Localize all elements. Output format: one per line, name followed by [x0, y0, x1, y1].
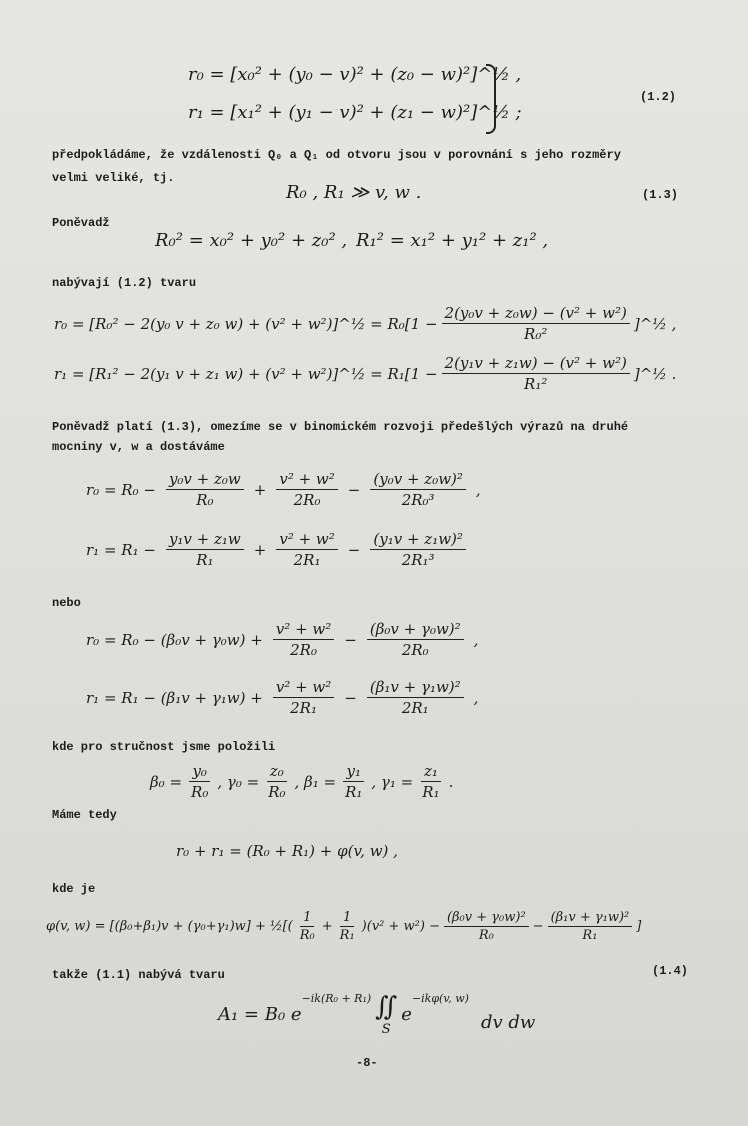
fraction-numerator: 1 [300, 910, 314, 927]
fraction-numerator: y₁ [343, 762, 364, 782]
fraction [273, 678, 334, 717]
fraction-numerator: 1 [340, 910, 354, 927]
page-number: -8- [356, 1056, 378, 1070]
fraction-denominator: 2R₀ [293, 491, 321, 509]
equation-lead: r₁ = [R₁² − 2(y₁ v + z₁ w) + (v² + w²)]^½ = R₁[1 − [54, 364, 438, 383]
paragraph-line: kde je [52, 882, 96, 896]
paragraph-line: nabývají (1.2) tvaru [52, 276, 197, 290]
paragraph-line: kde pro stručnost jsme položili [52, 740, 276, 754]
exponent: −ikφ(v, w) [411, 992, 469, 1005]
paragraph-line: nebo [52, 596, 81, 610]
equation-number-1-3: (1.3) [642, 188, 679, 202]
fraction [337, 910, 358, 943]
equation-lead: A₁ = B₀ e [218, 1004, 302, 1025]
equation-phi [46, 910, 641, 943]
fraction-denominator: R₀ [478, 928, 494, 943]
fraction-numerator: v² + w² [273, 620, 334, 640]
fraction-numerator: z₁ [421, 762, 441, 782]
equation-lead: r₀ = R₀ − (β₀v + γ₀w) + [86, 630, 263, 649]
equation-tail: , [475, 480, 481, 499]
fraction-denominator: R₁ [582, 928, 598, 943]
fraction-denominator: 2R₀ [290, 641, 317, 659]
equation-tail: ] [636, 919, 642, 934]
equation-definitions [150, 762, 453, 801]
fraction-numerator: (β₀v + γ₀w)² [444, 910, 529, 927]
differentials: dv dw [480, 1012, 536, 1033]
fraction-numerator: y₀ [189, 762, 210, 782]
fraction-denominator: 2R₁ [290, 699, 317, 717]
fraction-numerator: 2(y₀v + z₀w) − (v² + w²) [442, 304, 630, 324]
fraction-denominator: R₀ [268, 783, 286, 801]
fraction-denominator: R₁ [422, 783, 440, 801]
equation-r0-beta-form [86, 620, 478, 659]
fraction [166, 530, 244, 569]
equation-tail: ]^½ , [633, 314, 677, 333]
equation-sum: r₀ + r₁ = (R₀ + R₁) + φ(v, w) , [176, 842, 398, 860]
fraction-denominator: R₀² [524, 325, 548, 343]
equation-r0-series [86, 470, 481, 509]
equation-lead: r₁ = R₁ − (β₁v + γ₁w) + [86, 688, 263, 707]
fraction [370, 470, 466, 509]
minus-sign: − [347, 480, 361, 499]
equation-1-3: R₀ , R₁ ≫ v, w . [286, 182, 422, 203]
equation-r1-exact-form: r₁ = [x₁² + (y₁ − v)² + (z₁ − w)²]^½ ; [188, 102, 522, 123]
fraction-denominator: R₁ [196, 551, 214, 569]
fraction [367, 620, 464, 659]
fraction [442, 354, 630, 393]
fraction-denominator: R₁² [524, 375, 548, 393]
equation-r1-beta-form [86, 678, 478, 717]
equation-lead: φ(v, w) = [(β₀+β₁)v + (γ₀+γ₁)w] + ½[( [46, 919, 293, 934]
fraction-denominator: 2R₀ [401, 641, 429, 659]
plus-sign: + [253, 540, 267, 559]
paragraph-line: Máme tedy [52, 808, 117, 822]
paragraph-line: předpokládáme, že vzdálenosti Q₀ a Q₁ od otvoru jsou v porovnání s jeho rozměry [52, 148, 621, 162]
fraction-numerator: (β₀v + γ₀w)² [367, 620, 464, 640]
fraction-numerator: y₁v + z₁w [166, 530, 244, 550]
beta1-label: , β₁ = [294, 772, 337, 791]
fraction [342, 762, 365, 801]
fraction-numerator: (β₁v + γ₁w)² [548, 910, 633, 927]
paragraph-line: takže (1.1) nabývá tvaru [52, 968, 225, 982]
integral-sign: ∬ [375, 992, 398, 1022]
gamma1-label: , γ₁ = [371, 772, 414, 791]
fraction-numerator: (y₁v + z₁w)² [370, 530, 466, 550]
equation-tail: . [448, 772, 454, 791]
fraction-numerator: v² + w² [276, 530, 337, 550]
paragraph-line: velmi veliké, tj. [52, 171, 175, 185]
minus-sign: − [344, 688, 357, 707]
beta0-label: β₀ = [150, 772, 183, 791]
equation-lead: r₀ = R₀ − [86, 480, 156, 499]
fraction-denominator: R₀ [299, 928, 315, 943]
equation-middle: )(v² + w²) − [361, 919, 440, 934]
right-brace [486, 64, 496, 134]
fraction-numerator: y₀v + z₀w [166, 470, 244, 490]
fraction [419, 762, 442, 801]
fraction-denominator: R₁ [345, 783, 363, 801]
equation-r0-exact-form: r₀ = [x₀² + (y₀ − v)² + (z₀ − w)²]^½ , [188, 64, 522, 85]
fraction-denominator: 2R₁³ [401, 551, 435, 569]
equation-r1-series [86, 530, 466, 569]
fraction [367, 678, 464, 717]
fraction-numerator: (y₀v + z₀w)² [370, 470, 466, 490]
plus-sign: + [253, 480, 267, 499]
plus-sign: + [321, 919, 333, 934]
fraction [442, 304, 630, 343]
minus-sign: − [347, 540, 361, 559]
fraction [444, 910, 529, 943]
equation-R1-squared: R₁² = x₁² + y₁² + z₁² , [356, 230, 549, 251]
fraction-denominator: 2R₁ [401, 699, 429, 717]
equation-number-1-4: (1.4) [652, 964, 689, 978]
equation-r0-binomial [54, 304, 676, 343]
fraction [273, 620, 334, 659]
fraction-numerator: (β₁v + γ₁w)² [367, 678, 464, 698]
fraction [276, 470, 337, 509]
fraction [276, 530, 337, 569]
fraction-numerator: v² + w² [273, 678, 334, 698]
gamma0-label: , γ₀ = [217, 772, 260, 791]
equation-tail: ]^½ . [633, 364, 677, 383]
fraction-denominator: R₀ [196, 491, 214, 509]
equation-tail: , [473, 630, 479, 649]
double-integral [375, 992, 397, 1037]
fraction-numerator: 2(y₁v + z₁w) − (v² + w²) [442, 354, 630, 374]
paragraph-line: mocniny v, w a dostáváme [52, 440, 225, 454]
fraction-denominator: R₀ [191, 783, 209, 801]
fraction [188, 762, 211, 801]
equation-tail: , [473, 688, 479, 707]
fraction-denominator: 2R₁ [293, 551, 321, 569]
fraction-numerator: z₀ [267, 762, 287, 782]
fraction-denominator: 2R₀³ [401, 491, 435, 509]
fraction [548, 910, 633, 943]
exponent: −ik(R₀ + R₁) [301, 992, 372, 1005]
equation-lead: r₁ = R₁ − [86, 540, 156, 559]
fraction [166, 470, 244, 509]
integral-domain: S [381, 1022, 391, 1037]
fraction [265, 762, 288, 801]
paragraph-line: Poněvadž [52, 216, 110, 230]
minus-sign: − [344, 630, 357, 649]
exponential-base: e [401, 1004, 412, 1025]
equation-number-1-2: (1.2) [640, 90, 677, 104]
equation-r1-binomial [54, 354, 676, 393]
paragraph-line: Poněvadž platí (1.3), omezíme se v binomickém rozvoji předešlých výrazů na druhé [52, 420, 629, 434]
equation-lead: r₀ = [R₀² − 2(y₀ v + z₀ w) + (v² + w²)]^½ = R₀[1 − [54, 314, 438, 333]
fraction-numerator: v² + w² [276, 470, 337, 490]
equation-R0-squared: R₀² = x₀² + y₀² + z₀² , [155, 230, 348, 251]
fraction [297, 910, 318, 943]
fraction [370, 530, 466, 569]
equation-A1 [218, 992, 535, 1037]
fraction-denominator: R₁ [339, 928, 355, 943]
minus-sign: − [532, 919, 544, 934]
